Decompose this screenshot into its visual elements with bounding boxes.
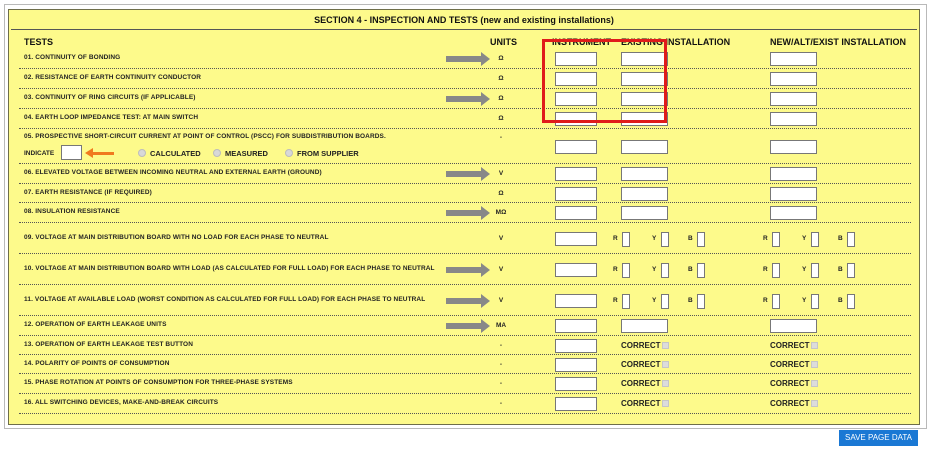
right-arrow-icon (446, 56, 482, 62)
radio-label: MEASURED (225, 149, 268, 158)
unit-label: Ω (498, 55, 504, 62)
unit-label: - (499, 400, 503, 407)
new-phase-b-input[interactable] (847, 294, 855, 309)
existing-installation-input[interactable] (621, 206, 668, 220)
new-installation-input[interactable] (770, 319, 817, 333)
test-row (9, 129, 919, 164)
test-row (9, 285, 919, 316)
instrument-input[interactable] (555, 377, 597, 391)
instrument-input[interactable] (555, 206, 597, 220)
test-label: 04. EARTH LOOP IMPEDANCE TEST: AT MAIN SWITCH (24, 114, 199, 121)
existing-phase-b-label: B (688, 297, 693, 304)
new-installation-input[interactable] (770, 206, 817, 220)
test-row (9, 49, 919, 69)
new-correct-checkbox[interactable] (811, 380, 818, 387)
new-phase-y-label: Y (802, 297, 807, 304)
test-row (9, 164, 919, 184)
test-label: 14. POLARITY OF POINTS OF CONSUMPTION (24, 360, 170, 367)
existing-phase-y-input[interactable] (661, 263, 669, 278)
unit-label: MA (495, 322, 507, 329)
test-row (9, 69, 919, 89)
new-phase-r-input[interactable] (772, 232, 780, 247)
unit-label: V (498, 170, 504, 177)
unit-label: V (498, 297, 504, 304)
test-label: 10. VOLTAGE AT MAIN DISTRIBUTION BOARD WITH LOAD (AS CALCULATED FOR FULL LOAD) FOR EACH PHASE TO NEUTRAL (24, 265, 435, 272)
right-arrow-icon (446, 298, 482, 304)
test-label: 02. RESISTANCE OF EARTH CONTINUITY CONDUCTOR (24, 74, 202, 81)
indicate-input[interactable] (61, 145, 82, 160)
existing-phase-b-label: B (688, 235, 693, 242)
existing-phase-y-label: Y (652, 297, 657, 304)
new-phase-y-label: Y (802, 266, 807, 273)
existing-phase-y-label: Y (652, 235, 657, 242)
highlight-box (542, 39, 667, 123)
instrument-input[interactable] (555, 358, 597, 372)
test-row (9, 394, 919, 414)
test-row (9, 355, 919, 374)
test-label: 11. VOLTAGE AT AVAILABLE LOAD (WORST CONDITION AS CALCULATED FOR FULL LOAD) FOR EACH PHASE TO NEUTRAL (24, 296, 426, 303)
radio-calculated[interactable] (138, 149, 146, 157)
unit-label: V (498, 266, 504, 273)
new-installation-input[interactable] (770, 72, 817, 86)
unit-label: - (499, 134, 503, 141)
inspection-tests-panel (8, 9, 920, 425)
new-phase-y-input[interactable] (811, 232, 819, 247)
existing-correct-checkbox[interactable] (662, 400, 669, 407)
unit-label: - (499, 361, 503, 368)
section-title: SECTION 4 - INSPECTION AND TESTS (new and existing installations) (314, 15, 614, 25)
unit-label: V (498, 235, 504, 242)
header-new-installation: NEW/ALT/EXIST INSTALLATION (770, 37, 906, 47)
existing-phase-b-input[interactable] (697, 294, 705, 309)
existing-phase-r-input[interactable] (622, 294, 630, 309)
existing-installation-input[interactable] (621, 187, 668, 201)
instrument-input[interactable] (555, 339, 597, 353)
existing-phase-r-label: R (613, 266, 618, 273)
indicate-label: INDICATE (24, 150, 55, 157)
existing-phase-b-input[interactable] (697, 263, 705, 278)
existing-installation-input[interactable] (621, 319, 668, 333)
test-label: 07. EARTH RESISTANCE (IF REQUIRED) (24, 189, 152, 196)
new-phase-r-label: R (763, 297, 768, 304)
test-label: 15. PHASE ROTATION AT POINTS OF CONSUMPTION FOR THREE-PHASE SYSTEMS (24, 379, 293, 386)
existing-phase-b-input[interactable] (697, 232, 705, 247)
right-arrow-icon (446, 96, 482, 102)
left-arrow-icon (92, 152, 114, 155)
radio-from-supplier[interactable] (285, 149, 293, 157)
instrument-input[interactable] (555, 319, 597, 333)
existing-correct-checkbox[interactable] (662, 380, 669, 387)
new-installation-input[interactable] (770, 92, 817, 106)
test-label: 12. OPERATION OF EARTH LEAKAGE UNITS (24, 321, 167, 328)
new-phase-r-input[interactable] (772, 263, 780, 278)
instrument-input[interactable] (555, 232, 597, 246)
new-installation-input[interactable] (770, 187, 817, 201)
new-installation-input[interactable] (770, 140, 817, 154)
new-phase-b-input[interactable] (847, 263, 855, 278)
existing-correct-checkbox[interactable] (662, 361, 669, 368)
existing-correct-label: CORRECT (621, 341, 661, 350)
new-phase-y-input[interactable] (811, 294, 819, 309)
existing-phase-r-input[interactable] (622, 232, 630, 247)
new-installation-input[interactable] (770, 112, 817, 126)
new-correct-label: CORRECT (770, 341, 810, 350)
instrument-input[interactable] (555, 140, 597, 154)
unit-label: Ω (498, 95, 504, 102)
test-label: 05. PROSPECTIVE SHORT-CIRCUIT CURRENT AT POINT OF CONTROL (PSCC) FOR SUBDISTRIBUTION BOARDS. (24, 133, 386, 140)
existing-phase-r-label: R (613, 297, 618, 304)
new-correct-checkbox[interactable] (811, 342, 818, 349)
unit-label: - (499, 380, 503, 387)
new-installation-input[interactable] (770, 52, 817, 66)
new-correct-checkbox[interactable] (811, 400, 818, 407)
unit-label: Ω (498, 190, 504, 197)
test-row (9, 109, 919, 129)
row-divider (19, 413, 911, 414)
existing-installation-input[interactable] (621, 167, 668, 181)
new-phase-b-input[interactable] (847, 232, 855, 247)
existing-phase-y-label: Y (652, 266, 657, 273)
existing-correct-label: CORRECT (621, 399, 661, 408)
right-arrow-icon (446, 171, 482, 177)
existing-correct-checkbox[interactable] (662, 342, 669, 349)
right-arrow-icon (446, 323, 482, 329)
title-divider (11, 29, 917, 30)
new-phase-r-input[interactable] (772, 294, 780, 309)
existing-correct-label: CORRECT (621, 360, 661, 369)
existing-correct-label: CORRECT (621, 379, 661, 388)
new-phase-r-label: R (763, 235, 768, 242)
existing-phase-r-label: R (613, 235, 618, 242)
unit-label: Ω (498, 115, 504, 122)
instrument-input[interactable] (555, 187, 597, 201)
test-row (9, 89, 919, 109)
unit-label: Ω (498, 75, 504, 82)
test-label: 06. ELEVATED VOLTAGE BETWEEN INCOMING NEUTRAL AND EXTERNAL EARTH (GROUND) (24, 169, 322, 176)
new-phase-y-label: Y (802, 235, 807, 242)
instrument-input[interactable] (555, 263, 597, 277)
new-installation-input[interactable] (770, 167, 817, 181)
test-row (9, 254, 919, 285)
header-tests: TESTS (24, 37, 54, 47)
header-instrument: INSTRUMENT (552, 37, 611, 47)
test-row (9, 316, 919, 336)
unit-label: MΩ (495, 209, 507, 216)
test-row (9, 336, 919, 355)
new-phase-b-label: B (838, 266, 843, 273)
new-phase-y-input[interactable] (811, 263, 819, 278)
new-correct-label: CORRECT (770, 379, 810, 388)
existing-phase-r-input[interactable] (622, 263, 630, 278)
new-phase-r-label: R (763, 266, 768, 273)
header-units: UNITS (490, 37, 517, 47)
right-arrow-icon (446, 210, 482, 216)
test-label: 16. ALL SWITCHING DEVICES, MAKE-AND-BREAK CIRCUITS (24, 399, 219, 406)
instrument-input[interactable] (555, 294, 597, 308)
test-label: 08. INSULATION RESISTANCE (24, 208, 120, 215)
existing-phase-b-label: B (688, 266, 693, 273)
test-row (9, 223, 919, 254)
save-page-data-button[interactable]: SAVE PAGE DATA (839, 430, 918, 446)
new-correct-label: CORRECT (770, 399, 810, 408)
test-row (9, 203, 919, 223)
new-correct-label: CORRECT (770, 360, 810, 369)
test-label: 09. VOLTAGE AT MAIN DISTRIBUTION BOARD WITH NO LOAD FOR EACH PHASE TO NEUTRAL (24, 234, 329, 241)
unit-label: - (499, 342, 503, 349)
instrument-input[interactable] (555, 397, 597, 411)
test-row (9, 184, 919, 203)
radio-measured[interactable] (213, 149, 221, 157)
new-correct-checkbox[interactable] (811, 361, 818, 368)
existing-phase-y-input[interactable] (661, 294, 669, 309)
test-label: 03. CONTINUITY OF RING CIRCUITS (IF APPLICABLE) (24, 94, 196, 101)
right-arrow-icon (446, 267, 482, 273)
existing-installation-input[interactable] (621, 140, 668, 154)
radio-label: CALCULATED (150, 149, 201, 158)
header-existing-installation: EXISTING INSTALLATION (621, 37, 731, 47)
new-phase-b-label: B (838, 235, 843, 242)
existing-phase-y-input[interactable] (661, 232, 669, 247)
radio-label: FROM SUPPLIER (297, 149, 359, 158)
test-label: 13. OPERATION OF EARTH LEAKAGE TEST BUTTON (24, 341, 193, 348)
instrument-input[interactable] (555, 167, 597, 181)
test-row (9, 374, 919, 394)
new-phase-b-label: B (838, 297, 843, 304)
test-label: 01. CONTINUITY OF BONDING (24, 54, 121, 61)
